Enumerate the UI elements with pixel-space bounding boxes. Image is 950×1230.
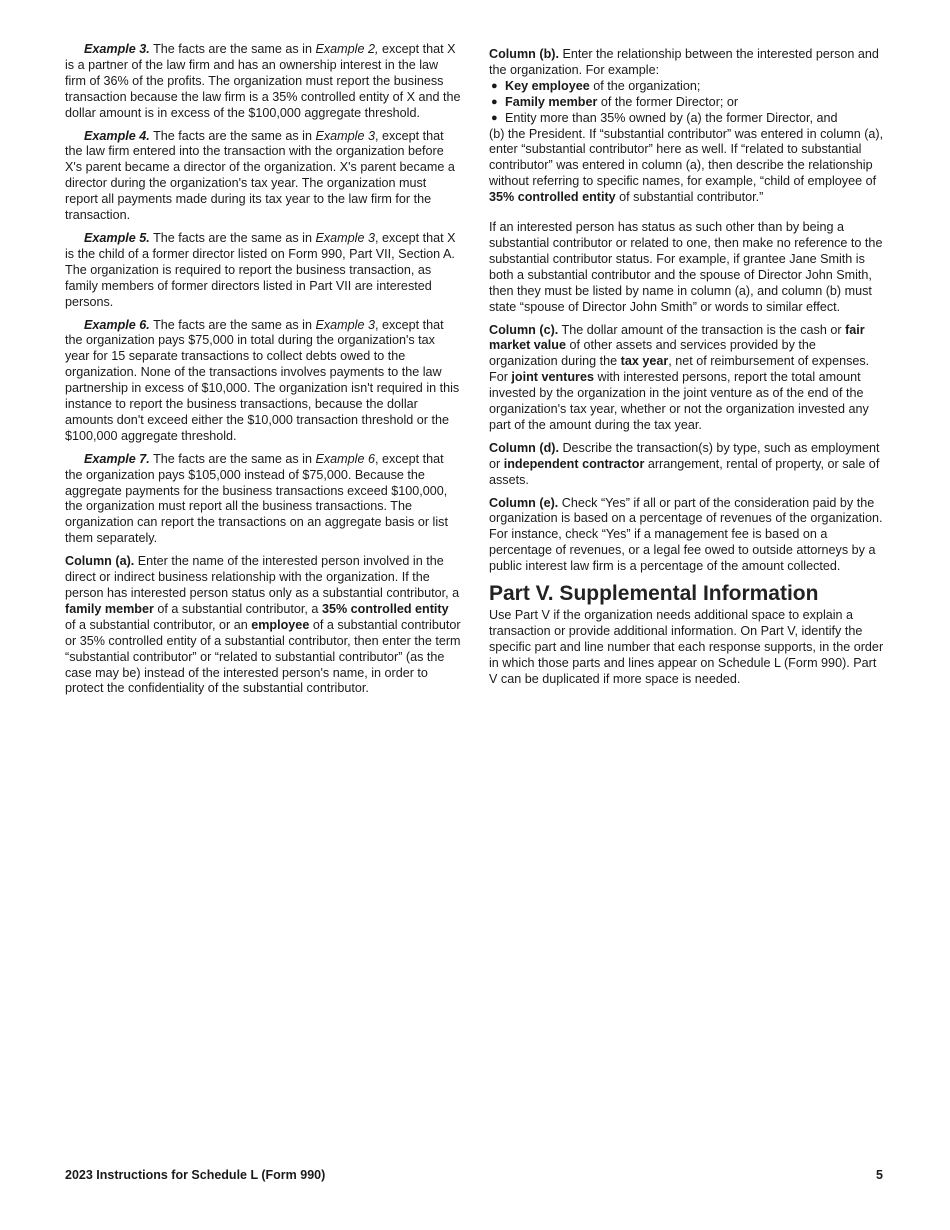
right-column xyxy=(489,47,886,695)
column-b-continued: (b) the President. If “substantial contributor” was entered in column (a), enter “substantial contributor” here as well. If “related to substantial contributor” was entered in column (a), then describe the relationship without referring to specific names, for example, “child of employee of 35% controlled entity of substantial contributor.” xyxy=(489,126,884,205)
bullet-entity: ● Entity more than 35% owned by (a) the former Director, and xyxy=(491,110,838,125)
bullet-icon: ● xyxy=(491,95,498,108)
example-7: Example 7. The facts are the same as in Example 6, except that the organization pays $105,000 instead of $75,000. Because the aggregate payments for the business transactions exceed $100,000, the organization must report all the business transactions. The organization can report the transactions on an aggregate basis or list them separately. xyxy=(65,451,448,546)
column-b-intro: Column (b). Enter the relationship between the interested person and the organization. For example: xyxy=(489,47,879,77)
bullet-key-employee: ● Key employee of the organization; xyxy=(491,78,701,93)
bullet-family-member: ● Family member of the former Director; or xyxy=(491,94,739,109)
column-c-paragraph: Column (c). The dollar amount of the transaction is the cash or fair market value of other assets and services provided by the organization during the tax year, net of reimbursement of expenses. For joint ventures with interested persons, report the total amount invested by the organization in the joint venture as of the end of the organization's tax year, whether or not the organization invested any part of the amount during the tax year. xyxy=(489,322,870,432)
page-number: 5 xyxy=(876,1168,883,1182)
column-b-paragraph-2: If an interested person has status as such other than by being a substantial contributor or related to one, then make no reference to the substantial contributor status. For example, if grantee Jane Smith is both a substantial contributor and the spouse of Director John Smith, then they must be listed by name in column (a), and column (b) must state “spouse of Director John Smith” or words to similar effect. xyxy=(489,220,883,314)
left-column xyxy=(65,42,462,704)
footer-title: 2023 Instructions for Schedule L (Form 990) xyxy=(65,1168,326,1182)
part-v-heading: Part V. Supplemental Information xyxy=(489,582,819,606)
bullet-icon: ● xyxy=(491,111,498,124)
part-v-paragraph: Use Part V if the organization needs additional space to explain a transaction or provide additional information. On Part V, identify the specific part and line number that each response supports, in the order in which those parts and lines appear on Schedule L (Form 990). Part V can be duplicated if more space is needed. xyxy=(489,608,884,686)
bullet-icon: ● xyxy=(491,79,498,92)
example-3: Example 3. The facts are the same as in Example 2, except that X is a partner of the law firm and has an ownership interest in the law firm of 36% of the profits. The organization must report the business transaction because the law firm is a 35% controlled entity of X and the dollar amount is in excess of the $100,000 aggregate threshold. xyxy=(65,42,461,120)
example-4: Example 4. The facts are the same as in Example 3, except that the law firm entered into the transaction with the organization before X's parent became a director of the organization. X's parent became a director during the organization's tax year. The organization must report all payments made during its tax year to the law firm for the transaction. xyxy=(65,128,455,223)
example-5: Example 5. The facts are the same as in Example 3, except that X is the child of a former director listed on Form 990, Part VII, Section A. The organization is required to report the business transaction, as family members of former directors listed in Part VII are interested persons. xyxy=(65,230,456,309)
column-b-bullet-list xyxy=(489,79,886,127)
column-e-paragraph: Column (e). Check “Yes” if all or part of the consideration paid by the organization is based on a percentage of revenues of the organization. For instance, check “Yes” if a management fee is based on a percentage of revenues, or a legal fee owed to outside attorneys by a public interest law firm is a percentage of the amount collected. xyxy=(489,495,883,574)
column-d-paragraph: Column (d). Describe the transaction(s) by type, such as employment or independent contractor arrangement, rental of property, or sale of assets. xyxy=(489,440,880,487)
column-a-paragraph: Column (a). Enter the name of the interested person involved in the direct or indirect business relationship with the organization. If the person has interested person status only as a substantial contributor, a family member of a substantial contributor, a 35% controlled entity of a substantial contributor, or an employee of a substantial contributor or 35% controlled entity of a substantial contributor, then enter the term “substantial contributor” or “related to substantial contributor” (as the case may be) instead of the interested person's name, in order to protect the confidentiality of the substantial contributor. xyxy=(65,554,461,696)
example-6: Example 6. The facts are the same as in Example 3, except that the organization pays $75,000 in total during the organization's tax year for 15 separate transactions to collect debts owed to the organization. None of the transactions involves payments to the law partnership in excess of $10,000. The organization isn't required in this instance to report the business transactions, because the dollar amounts don't exceed either the $10,000 transaction threshold or the $100,000 aggregate threshold. xyxy=(65,317,460,443)
